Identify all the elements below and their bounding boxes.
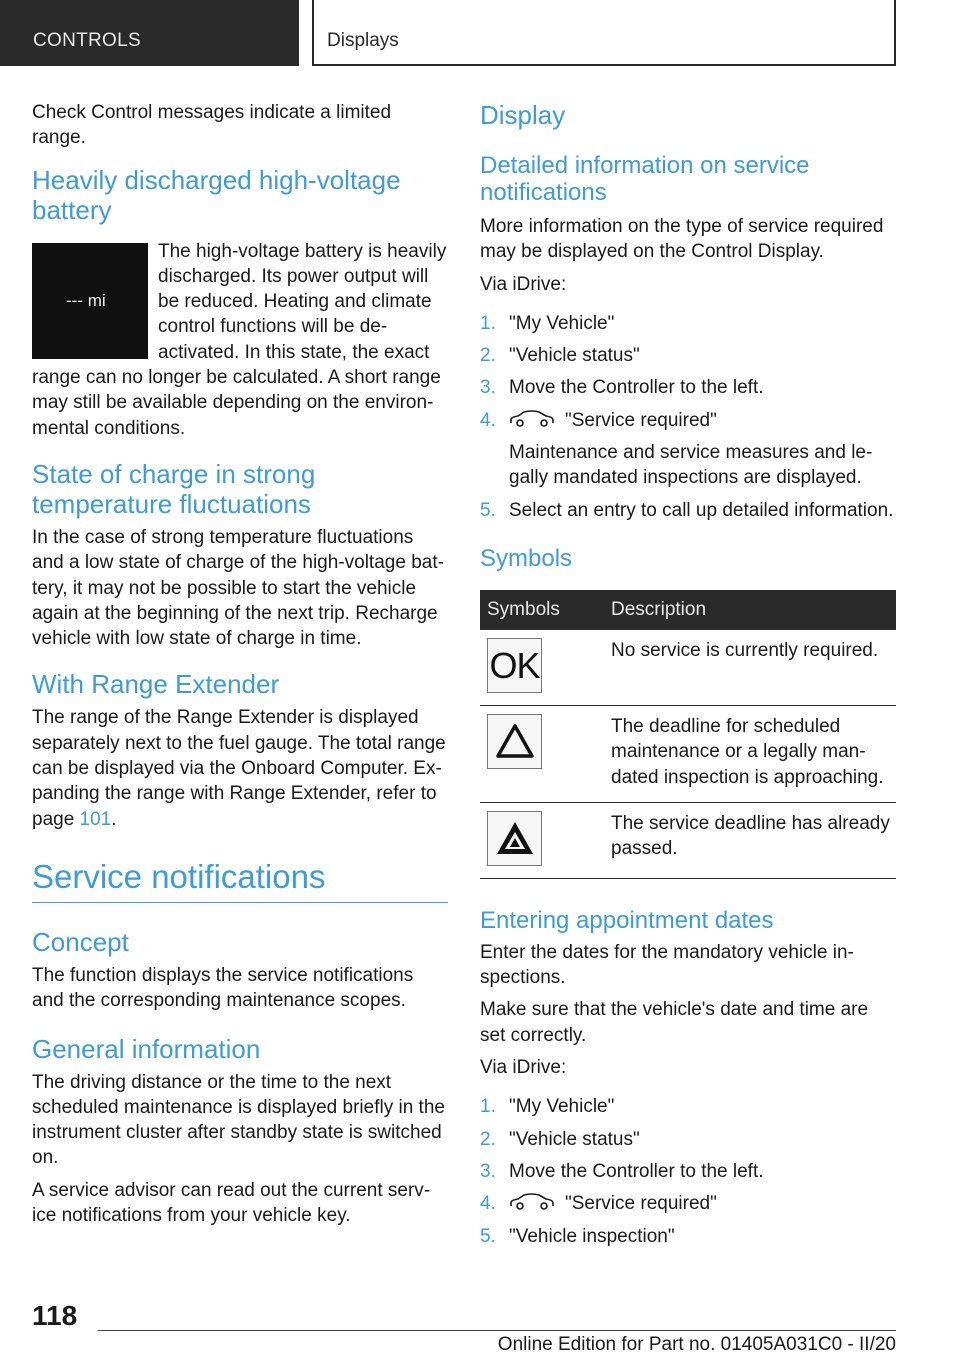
steps-list-2 (480, 1094, 896, 1248)
warning-triangle-icon (487, 714, 542, 769)
left-column (32, 100, 448, 1235)
section-divider (32, 902, 448, 903)
list-item: 3. Move the Controller to the left. (480, 1160, 764, 1182)
range-display-image (32, 243, 148, 359)
overdue-warning-icon (487, 811, 542, 866)
appointment-body-1: Enter the dates for the mandatory vehicle inspections. (480, 941, 854, 989)
table-row (480, 630, 896, 706)
header-chapter-label: Displays (327, 30, 399, 51)
general-info-body-2: A service advisor can read out the current service notifications from your vehicle key. (32, 1179, 431, 1227)
list-item: 1. "My Vehicle" (480, 1096, 615, 1118)
table-cell-description: The deadline for scheduled maintenance or a legally mandated inspection is approaching. (611, 705, 896, 802)
range-display-text: --- mi (66, 290, 106, 310)
table-row (480, 705, 896, 802)
list-item: 4. "Service required" Maintenance and service measures and legally mandated inspections are displayed. (480, 409, 873, 489)
steps-list-1 (480, 311, 896, 523)
list-item: 4. "Service required" (480, 1193, 717, 1215)
column-header-symbols: Symbols (480, 590, 611, 630)
detailed-info-body: More information on the type of service required may be displayed on the Control Display. (480, 216, 884, 263)
header-section-label: CONTROLS (33, 30, 141, 51)
table-cell-description: The service deadline has already passed. (611, 802, 896, 878)
edition-text: Online Edition for Part no. 01405A031C0 - II/20 (497, 1334, 896, 1355)
range-extender-heading: With Range Extender (32, 669, 280, 700)
range-extender-body (32, 705, 448, 831)
car-icon (509, 410, 555, 428)
column-header-description: Description (611, 590, 896, 630)
right-column (480, 100, 896, 1256)
car-icon (509, 1193, 555, 1211)
general-info-body-1: The driving distance or the time to the next scheduled maintenance is displayed briefly in the instrument cluster after standby state is switched on. (32, 1071, 445, 1169)
heavily-discharged-heading: Heavily discharged high-voltage battery (32, 164, 401, 225)
via-idrive-2: Via iDrive: (480, 1057, 567, 1079)
detailed-info-heading: Detailed information on service notifications (480, 152, 810, 206)
appointment-heading: Entering appointment dates (480, 906, 774, 934)
soc-body: In the case of strong temperature fluctuations and a low state of charge of the high-voltage battery, it may not be possible to start the vehicle again at the beginning of the next trip. Recharge vehicle with low state of charge in time. (32, 526, 444, 650)
general-info-heading: General information (32, 1033, 261, 1064)
service-notifications-heading: Service notifications (32, 857, 326, 895)
list-item: 5. "Vehicle inspection" (480, 1225, 675, 1247)
heavily-discharged-body: The high-voltage battery is heavily discharged. Its power output will be reduced. Heating and climate control functions will be deactivated. In this state, the exact range can no longer be calculated. A short range may still be available depending on the environmental conditions. (32, 240, 447, 439)
list-item: 1. "My Vehicle" (480, 312, 615, 334)
symbols-heading: Symbols (480, 544, 573, 572)
heavily-discharged-block (32, 239, 448, 441)
range-extender-text: The range of the Range Extender is displayed separately next to the fuel gauge. The total range can be displayed via the Onboard Computer. Expanding the range with Range Extender, refer to page (32, 707, 446, 830)
list-item: 2. "Vehicle status" (480, 345, 640, 367)
via-idrive-1: Via iDrive: (480, 273, 567, 295)
display-heading: Display (480, 100, 566, 130)
list-item: 3. Move the Controller to the left. (480, 377, 764, 399)
intro-text: Check Control messages indicate a limited range. (32, 102, 392, 149)
soc-heading: State of charge in strong temperature fluctuations (32, 458, 316, 519)
table-header-row (480, 590, 896, 630)
page-number: 118 (32, 1300, 78, 1331)
header-chapter-tab (312, 0, 896, 66)
range-extender-end: . (111, 808, 117, 830)
symbols-table (480, 590, 896, 879)
table-row (480, 802, 896, 878)
list-item: 2. "Vehicle status" (480, 1128, 640, 1150)
concept-body: The function displays the service notifications and the corresponding maintenance scopes. (32, 964, 414, 1012)
list-item: 5. Select an entry to call up detailed information. (480, 499, 894, 521)
appointment-body-2: Make sure that the vehicle's date and time are set correctly. (480, 999, 869, 1046)
table-cell-description: No service is currently required. (611, 630, 896, 706)
header-section-tab (0, 0, 299, 66)
page-link-101[interactable]: 101 (79, 808, 112, 830)
concept-heading: Concept (32, 926, 129, 957)
footer-divider (98, 1330, 896, 1331)
ok-icon: OK (487, 638, 542, 693)
